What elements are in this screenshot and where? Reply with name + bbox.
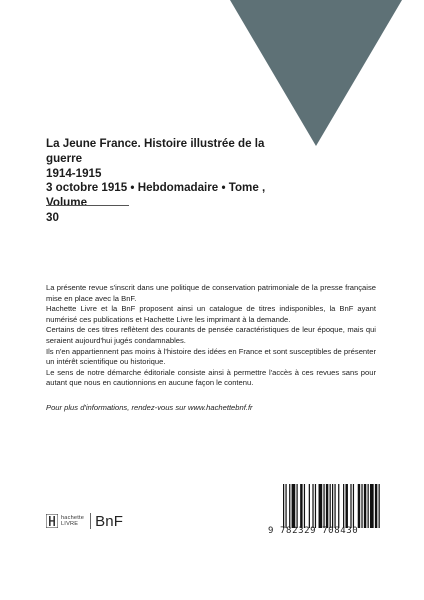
hachette-logo — [46, 514, 84, 528]
barcode-bar — [353, 484, 354, 528]
barcode-bar — [345, 484, 347, 528]
barcode-bar — [364, 484, 366, 528]
title-line-1: La Jeune France. Histoire illustrée de la guerre — [46, 137, 265, 165]
barcode-bar — [368, 484, 369, 528]
paragraph: Hachette Livre et la BnF proposent ainsi un catalogue de titres indisponibles, la BnF ayant numérisé ces publications et Hachette Livre les imprimant à la demande. — [46, 304, 376, 324]
barcode-bar — [338, 484, 339, 528]
barcode-bar — [323, 484, 324, 528]
paragraph: La présente revue s'inscrit dans une politique de conservation patrimoniale de la presse française mise en place avec la BnF. — [46, 283, 376, 303]
barcode-number: 9 782329 708430 — [268, 526, 359, 536]
logo-separator — [90, 513, 91, 529]
paragraph: Le sens de notre démarche éditoriale consiste ainsi à permettre l'accès à ces revues sans pour autant que nous en cautionnions en aucune façon le contenu. — [46, 367, 376, 388]
more-info-text: Pour plus d'informations, rendez-vous sur www.hachettebnf.fr — [46, 402, 253, 412]
issue-line-2: 30 — [46, 211, 59, 224]
barcode-bar — [343, 484, 344, 528]
barcode-bar — [334, 484, 335, 528]
paragraph: Certains de ces titres reflètent des courants de pensée caractéristiques de leur époque, mais qui seraient aujourd'hui jugés condamnables. — [46, 325, 376, 345]
hachette-sub: LIVRE — [61, 521, 79, 527]
issue-line-1: 3 octobre 1915 • Hebdomadaire • Tome , Volume — [46, 181, 266, 209]
barcode-bar — [350, 484, 351, 528]
barcode-bar — [292, 484, 296, 528]
barcode-bar — [285, 484, 286, 528]
divider — [46, 205, 129, 206]
barcode-bar — [319, 484, 323, 528]
barcode-bar — [330, 484, 331, 528]
hachette-name: hachette — [61, 514, 85, 521]
notice-text — [46, 283, 376, 414]
barcode-bar — [332, 484, 333, 528]
barcode-bar — [326, 484, 328, 528]
title-line-2: 1914-1915 — [46, 167, 102, 180]
hachette-mark-icon — [46, 514, 58, 528]
bnf-logo: BnF — [95, 512, 124, 530]
barcode-bar — [312, 484, 313, 528]
barcode-bar — [304, 484, 305, 528]
barcode-bar — [358, 484, 360, 528]
issue-info — [46, 180, 296, 225]
publication-title — [46, 136, 296, 181]
barcode-bar — [361, 484, 362, 528]
barcode-bar — [283, 484, 284, 528]
barcode-bar — [370, 484, 374, 528]
barcode-bar — [289, 484, 290, 528]
barcode-bar — [300, 484, 302, 528]
barcode-bar — [296, 484, 297, 528]
barcode-icon — [283, 484, 381, 528]
barcode-bar — [375, 484, 377, 528]
barcode-bar — [379, 484, 380, 528]
barcode-bar — [309, 484, 310, 528]
publisher-logos — [46, 511, 123, 531]
barcode-bar — [315, 484, 316, 528]
paragraph: Ils n'en appartiennent pas moins à l'histoire des idées en France et sont susceptibles de présenter un intérêt scientifique ou historique. — [46, 346, 376, 367]
